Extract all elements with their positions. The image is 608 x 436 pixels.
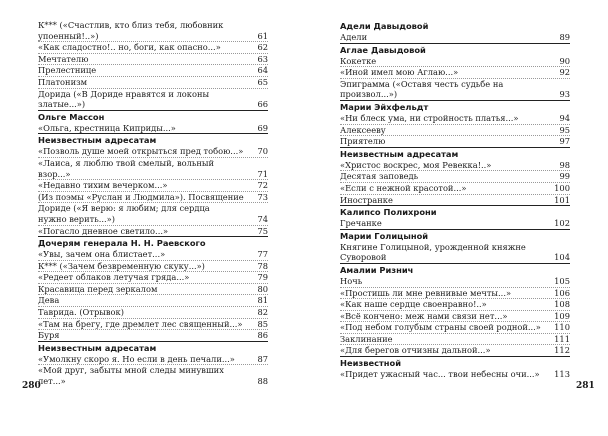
- toc-entry-title: «Иной имел мою Аглаю...»: [340, 67, 459, 78]
- toc-entry-page: 98: [559, 159, 570, 170]
- toc-entry-page: 113: [554, 369, 570, 380]
- section-heading: Марии Голицыной: [340, 229, 570, 242]
- toc-entry-page: 62: [257, 42, 268, 53]
- toc-entry[interactable]: [38, 42, 268, 54]
- toc-entry[interactable]: [340, 113, 570, 125]
- toc-entry[interactable]: [340, 311, 570, 323]
- toc-entry[interactable]: [340, 322, 570, 334]
- toc-entry-page: 82: [257, 307, 268, 318]
- toc-entry-page: 69: [257, 122, 268, 133]
- toc-section: [340, 100, 570, 147]
- toc-entry-page: 87: [257, 353, 268, 364]
- toc-entry-title: «Мой друг, забыты мной следы минувших лет...»: [38, 365, 224, 387]
- toc-entry-title: Инострaнке: [340, 194, 393, 205]
- section-heading: Адели Давыдовой: [340, 21, 429, 31]
- toc-entry-page: 63: [257, 53, 268, 64]
- toc-entry-page: 81: [257, 295, 268, 306]
- toc-entry-page: 97: [559, 136, 570, 147]
- toc-entry-title: «Под небом голубым страны своей родной...»: [340, 322, 541, 333]
- toc-entry[interactable]: [340, 183, 570, 195]
- toc-entry-title: Красавица перед зеркалом: [38, 283, 158, 294]
- toc-entry[interactable]: [38, 272, 268, 284]
- section-heading: Неизвестным адресатам: [38, 341, 268, 354]
- toc-entry-page: 79: [257, 272, 268, 283]
- toc-entry-title: (Из поэмы «Руслан и Людмила»). Посвящение: [38, 191, 244, 202]
- toc-entry[interactable]: [38, 319, 268, 331]
- toc-entry[interactable]: [340, 242, 570, 263]
- toc-entry-title: «Умолкну скоро я. Но если в день печали...»: [38, 353, 235, 364]
- left-page-number: 280: [22, 381, 41, 391]
- toc-entry-title: «Ольга, крестница Киприды...»: [38, 122, 176, 133]
- toc-entry[interactable]: [38, 226, 268, 237]
- toc-entry-page: 70: [257, 146, 268, 157]
- toc-entry[interactable]: [340, 125, 570, 137]
- toc-entry-title: «Как сладостно!.. но, боги, как опасно...»: [38, 42, 221, 53]
- toc-entry[interactable]: [38, 307, 268, 319]
- toc-entry[interactable]: [340, 195, 570, 206]
- section-heading: Марии Эйхфельдт: [340, 100, 570, 113]
- section-heading: Неизвестным адресатам: [340, 147, 570, 160]
- toc-entry[interactable]: [38, 54, 268, 66]
- toc-entry-title: «Всё кончено: меж нами связи нет...»: [340, 310, 508, 321]
- toc-entry[interactable]: [38, 284, 268, 296]
- toc-entry[interactable]: [38, 261, 268, 273]
- toc-entry-title: «Погасло дневное светило...»: [38, 225, 169, 236]
- toc-section: [340, 229, 570, 263]
- toc-entry[interactable]: [38, 295, 268, 307]
- toc-section: [340, 20, 570, 43]
- section-heading: Калипсо Полихрони: [340, 205, 570, 218]
- toc-entry[interactable]: [340, 79, 570, 100]
- toc-entry-page: 101: [554, 194, 570, 205]
- toc-section: [340, 147, 570, 205]
- toc-entry[interactable]: [340, 160, 570, 172]
- toc-section: [38, 20, 268, 110]
- toc-entry-title: Дориде («Я верю: я любим; для сердца нужно верить...»): [38, 203, 210, 224]
- toc-entry-title: Мечтателю: [38, 53, 89, 64]
- toc-entry-page: 109: [554, 310, 570, 321]
- toc-entry-page: 77: [257, 249, 268, 260]
- section-heading: Неизвестным адресатам: [38, 133, 268, 146]
- toc-entry-title: Алексееву: [340, 124, 386, 135]
- toc-entry-page: 94: [559, 112, 570, 123]
- left-page: [38, 20, 268, 387]
- toc-entry-title: Десятая заповедь: [340, 171, 419, 182]
- toc-entry-title: Гречанке: [340, 218, 382, 229]
- toc-entry-page: 93: [559, 89, 570, 100]
- toc-entry-page: 66: [257, 99, 268, 110]
- toc-entry-title: К*** («Зачем безвременную скуку...»): [38, 260, 205, 271]
- toc-entry[interactable]: [340, 56, 570, 68]
- toc-entry[interactable]: [340, 345, 570, 356]
- toc-entry-title: Дева: [38, 295, 60, 306]
- toc-section: [340, 356, 570, 380]
- toc-entry[interactable]: [340, 67, 570, 79]
- toc-entry-title: «Христос воскрес, моя Ревекка!..»: [340, 159, 492, 170]
- toc-entry-title: «Там на брегу, где дремлет лес священный...»: [38, 318, 243, 329]
- toc-entry-title: Адели: [340, 32, 368, 42]
- toc-entry[interactable]: [38, 123, 268, 134]
- toc-section: [38, 133, 268, 236]
- toc-entry[interactable]: [38, 365, 268, 386]
- toc-entry-page: 85: [257, 318, 268, 329]
- toc-entry-title: Эпиграмма («Оставя честь судьбе на произвол...»): [340, 78, 504, 100]
- toc-entry-title: Прелестнице: [38, 65, 97, 76]
- toc-entry[interactable]: [38, 146, 268, 158]
- toc-entry[interactable]: [340, 32, 570, 43]
- toc-entry-page: 88: [257, 376, 268, 387]
- toc-entry[interactable]: [38, 354, 268, 366]
- toc-entry-page: 65: [257, 76, 268, 87]
- right-page-number: 281: [576, 381, 595, 391]
- right-page: [340, 20, 570, 380]
- toc-section: [340, 205, 570, 229]
- section-heading: Амалии Ризнич: [340, 263, 570, 276]
- toc-entry-title: «Редеет облаков летучая гряда...»: [38, 272, 190, 283]
- toc-section: [340, 43, 570, 100]
- section-heading: Ольге Массон: [38, 110, 268, 123]
- toc-entry-page: 104: [554, 252, 570, 263]
- toc-entry[interactable]: [340, 136, 570, 147]
- toc-entry-page: 102: [554, 218, 570, 229]
- toc-entry[interactable]: [340, 288, 570, 300]
- toc-entry-page: 95: [559, 124, 570, 135]
- toc-entry[interactable]: [38, 180, 268, 192]
- toc-entry-title: «Для берегов отчизны дальной...»: [340, 345, 491, 356]
- toc-entry-page: 111: [554, 333, 570, 344]
- toc-entry[interactable]: [38, 249, 268, 261]
- toc-entry-page: 92: [559, 67, 570, 78]
- toc-entry[interactable]: [38, 203, 268, 225]
- toc-entry-page: 80: [257, 283, 268, 294]
- toc-entry[interactable]: [340, 299, 570, 311]
- toc-entry-title: Платонизм: [38, 76, 88, 87]
- toc-entry-page: 61: [257, 30, 268, 41]
- toc-entry[interactable]: [38, 20, 268, 42]
- toc-entry-title: «Ни блеск ума, ни стройность платья...»: [340, 112, 519, 123]
- toc-entry[interactable]: [38, 89, 268, 110]
- toc-entry[interactable]: [340, 218, 570, 229]
- section-heading: Неизвестной: [340, 356, 570, 369]
- toc-entry-page: 74: [257, 213, 268, 224]
- toc-entry-title: Заклинание: [340, 333, 393, 344]
- toc-entry-title: Княгине Голицыной, урожденной княжне Суворовой: [340, 241, 526, 263]
- toc-entry-title: «Позволь душе моей открыться пред тобою...»: [38, 146, 244, 157]
- toc-entry[interactable]: [340, 334, 570, 346]
- toc-entry-page: 75: [257, 225, 268, 236]
- toc-entry-page: 64: [257, 65, 268, 76]
- toc-entry-title: Приятелю: [340, 136, 386, 147]
- toc-entry-page: 110: [554, 322, 570, 333]
- toc-entry-title: «Простишь ли мне ревнивые мечты...»: [340, 287, 512, 298]
- toc-entry[interactable]: [38, 65, 268, 77]
- toc-entry[interactable]: [38, 192, 268, 204]
- toc-entry-page: 112: [554, 345, 570, 356]
- toc-entry-page: 106: [554, 287, 570, 298]
- toc-entry-title: Кокетке: [340, 55, 377, 66]
- toc-entry-page: 100: [554, 182, 570, 193]
- toc-entry-title: «Если с нежной красотой...»: [340, 182, 467, 193]
- section-heading: Дочерям генерала Н. Н. Раевского: [38, 236, 268, 249]
- toc-section: [38, 236, 268, 341]
- toc-entry-page: 90: [559, 55, 570, 66]
- toc-entry-title: «Придет ужасный час... твои небесны очи...»: [340, 369, 540, 380]
- toc-entry-page: 71: [257, 168, 268, 179]
- toc-entry-page: 108: [554, 299, 570, 310]
- toc-entry[interactable]: [38, 330, 268, 341]
- toc-entry-page: 73: [257, 191, 268, 202]
- toc-entry-page: 105: [554, 275, 570, 286]
- section-heading: Аглае Давыдовой: [340, 43, 570, 56]
- toc-section: [38, 341, 268, 387]
- toc-entry-page: 89: [559, 32, 570, 42]
- toc-entry-title: «Как наше сердце своенравно!..»: [340, 299, 487, 310]
- toc-entry[interactable]: [340, 276, 570, 288]
- toc-entry-title: Таврида. (Отрывок): [38, 307, 124, 318]
- toc-entry-title: «Недавно тихим вечерком...»: [38, 180, 168, 191]
- toc-entry-page: 78: [257, 260, 268, 271]
- toc-entry-title: К*** («Счастлив, кто близ тебя, любовник упоенный!..»): [38, 20, 224, 41]
- toc-entry-page: 86: [257, 330, 268, 341]
- toc-entry[interactable]: [38, 158, 268, 180]
- toc-entry-title: Буря: [38, 330, 60, 341]
- toc-entry-page: 99: [559, 171, 570, 182]
- toc-entry-title: «Лаиса, я люблю твой смелый, вольный взор...»: [38, 157, 215, 179]
- toc-entry[interactable]: [340, 171, 570, 183]
- toc-entry-title: Ночь: [340, 275, 363, 286]
- toc-entry-title: «Увы, зачем она блистает...»: [38, 249, 166, 260]
- toc-entry[interactable]: [38, 77, 268, 89]
- toc-entry-page: 72: [257, 180, 268, 191]
- toc-section: [38, 110, 268, 134]
- toc-entry[interactable]: [340, 369, 570, 380]
- toc-section: [340, 263, 570, 356]
- toc-entry-title: Дорида («В Дориде нравятся и локоны златые...»): [38, 88, 210, 110]
